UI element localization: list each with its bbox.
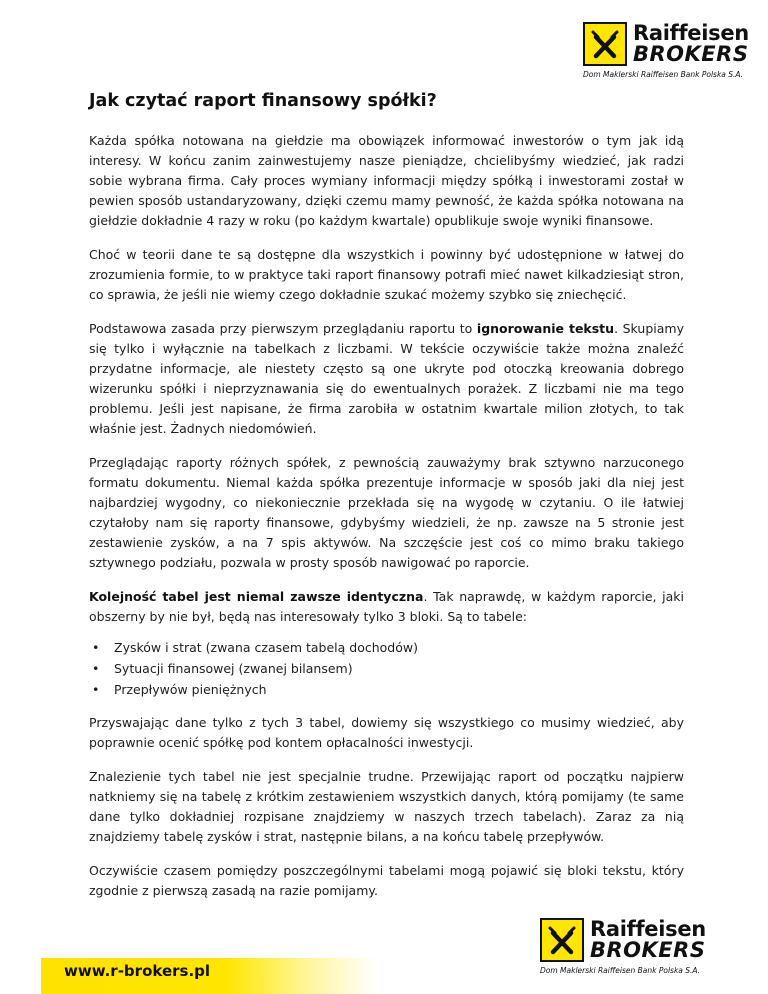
paragraph-3-text-a: Podstawowa zasada przy pierwszym przeglądaniu raportu to — [89, 321, 477, 336]
tables-list — [89, 637, 684, 700]
logo-name: Raiffeisen — [590, 917, 706, 941]
paragraph-5 — [89, 587, 684, 627]
paragraph-6: Przyswajając dane tylko z tych 3 tabel, dowiemy się wszystkiego co musimy wiedzieć, aby poprawnie ocenić spółkę pod kontem opłacalności inwestycji. — [89, 715, 684, 750]
paragraph-7: Znalezienie tych tabel nie jest specjalnie trudne. Przewijając raport od początku najpierw natkniemy się na tabelę z krótkim zestawieniem wszystkich danych, którą pomijamy (te same dane tylko dokładniej rozpisane znajdziemy w naszych trzech tabelach). Zaraz za nią znajdziemy tabelę zysków i strat, następnie bilans, a na końcu tabelę przepływów. — [89, 769, 684, 844]
logo-brokers: BROKERS — [633, 42, 749, 66]
document-title: Jak czytać raport finansowy spółki? — [89, 91, 437, 111]
paragraph-5-bold: Kolejność tabel jest niemal zawsze identyczna — [89, 589, 424, 604]
paragraph-3-bold: ignorowanie tekstu — [476, 321, 615, 336]
footer-url-link[interactable]: www.r-brokers.pl — [64, 962, 211, 980]
paragraph-8: Oczywiście czasem pomiędzy poszczególnymi tabelami mogą pojawić się bloki tekstu, który zgodnie z pierwszą zasadą na razie pomijamy. — [89, 863, 684, 898]
paragraph-1: Każda spółka notowana na giełdzie ma obowiązek informować inwestorów o tym jak idą interesy. W końcu zanim zainwestujemy nasze pieniądze, chcielibyśmy wiedzieć, jak radzi sobie wybrana firma. Cały proces wymiany informacji między spółką i inwestorami został w pewien sposób ustandaryzowany, dzięki czemu mamy pewność, że każda spółka notowana na giełdzie dokładnie 4 razy w roku (po każdym kwartale) opublikuje swoje wyniki finansowe. — [89, 133, 684, 228]
raiffeisen-brokers-logo-top — [583, 22, 749, 79]
paragraph-3-text-b: . Skupiamy się tylko i wyłącznie na tabelkach z liczbami. W tekście oczywiście także można znaleźć przydatne informacje, ale niestety często są one ukryte pod otoczką kreowania dobrego wizerunku spółki i nieprzyznawania się do ewentualnych porażek. Z liczbami nie ma tego problemu. Jeśli jest napisane, że firma zarobiła w ostatnim kwartale milion złotych, to tak właśnie jest. Żadnych niedomówień. — [89, 321, 684, 436]
list-item: • Zysków i strat (zwana czasem tabelą dochodów) — [114, 637, 684, 658]
logo-name: Raiffeisen — [633, 21, 749, 45]
logo-brokers: BROKERS — [590, 938, 706, 962]
paragraph-5-text: . Tak naprawdę, w każdym raporcie, jaki obszerny by nie był, będą nas interesowały tylko 3 bloki. Są to tabele: — [89, 589, 684, 624]
logo-subtitle: Dom Maklerski Raiffeisen Bank Polska S.A. — [583, 70, 744, 79]
paragraph-2: Choć w teorii dane te są dostępne dla wszystkich i powinny być udostępnione w łatwej do zrozumienia formie, to w praktyce taki raport finansowy potrafi mieć nawet kilkadziesiąt stron, co sprawia, że jeśli nie wiemy czego dokładnie szukać możemy szybko się zniechęcić. — [89, 247, 684, 302]
paragraph-3 — [89, 319, 684, 439]
logo-subtitle: Dom Maklerski Raiffeisen Bank Polska S.A. — [540, 966, 701, 975]
raiffeisen-cross-icon — [583, 22, 627, 66]
raiffeisen-brokers-logo-bottom — [540, 918, 706, 975]
document-body — [89, 131, 684, 915]
list-item: • Sytuacji finansowej (zwanej bilansem) — [114, 658, 684, 679]
list-item: • Przepływów pieniężnych — [114, 679, 684, 700]
raiffeisen-cross-icon — [540, 918, 584, 962]
paragraph-4: Przeglądając raporty różnych spółek, z pewnością zauważymy brak sztywno narzuconego formatu dokumentu. Niemal każda spółka prezentuje informacje w sposób jaki dla niej jest najbardziej wygodny, co niekoniecznie przekłada się na wygodę w czytaniu. O ile łatwiej czytałoby nam się raporty finansowe, gdybyśmy wiedzieli, że np. zawsze na 5 stronie jest zestawienie zysków, a na 7 spis aktywów. Na szczęście jest coś co mimo braku takiego sztywnego podziału, pozwala w prosty sposób nawigować po raporcie. — [89, 455, 684, 570]
